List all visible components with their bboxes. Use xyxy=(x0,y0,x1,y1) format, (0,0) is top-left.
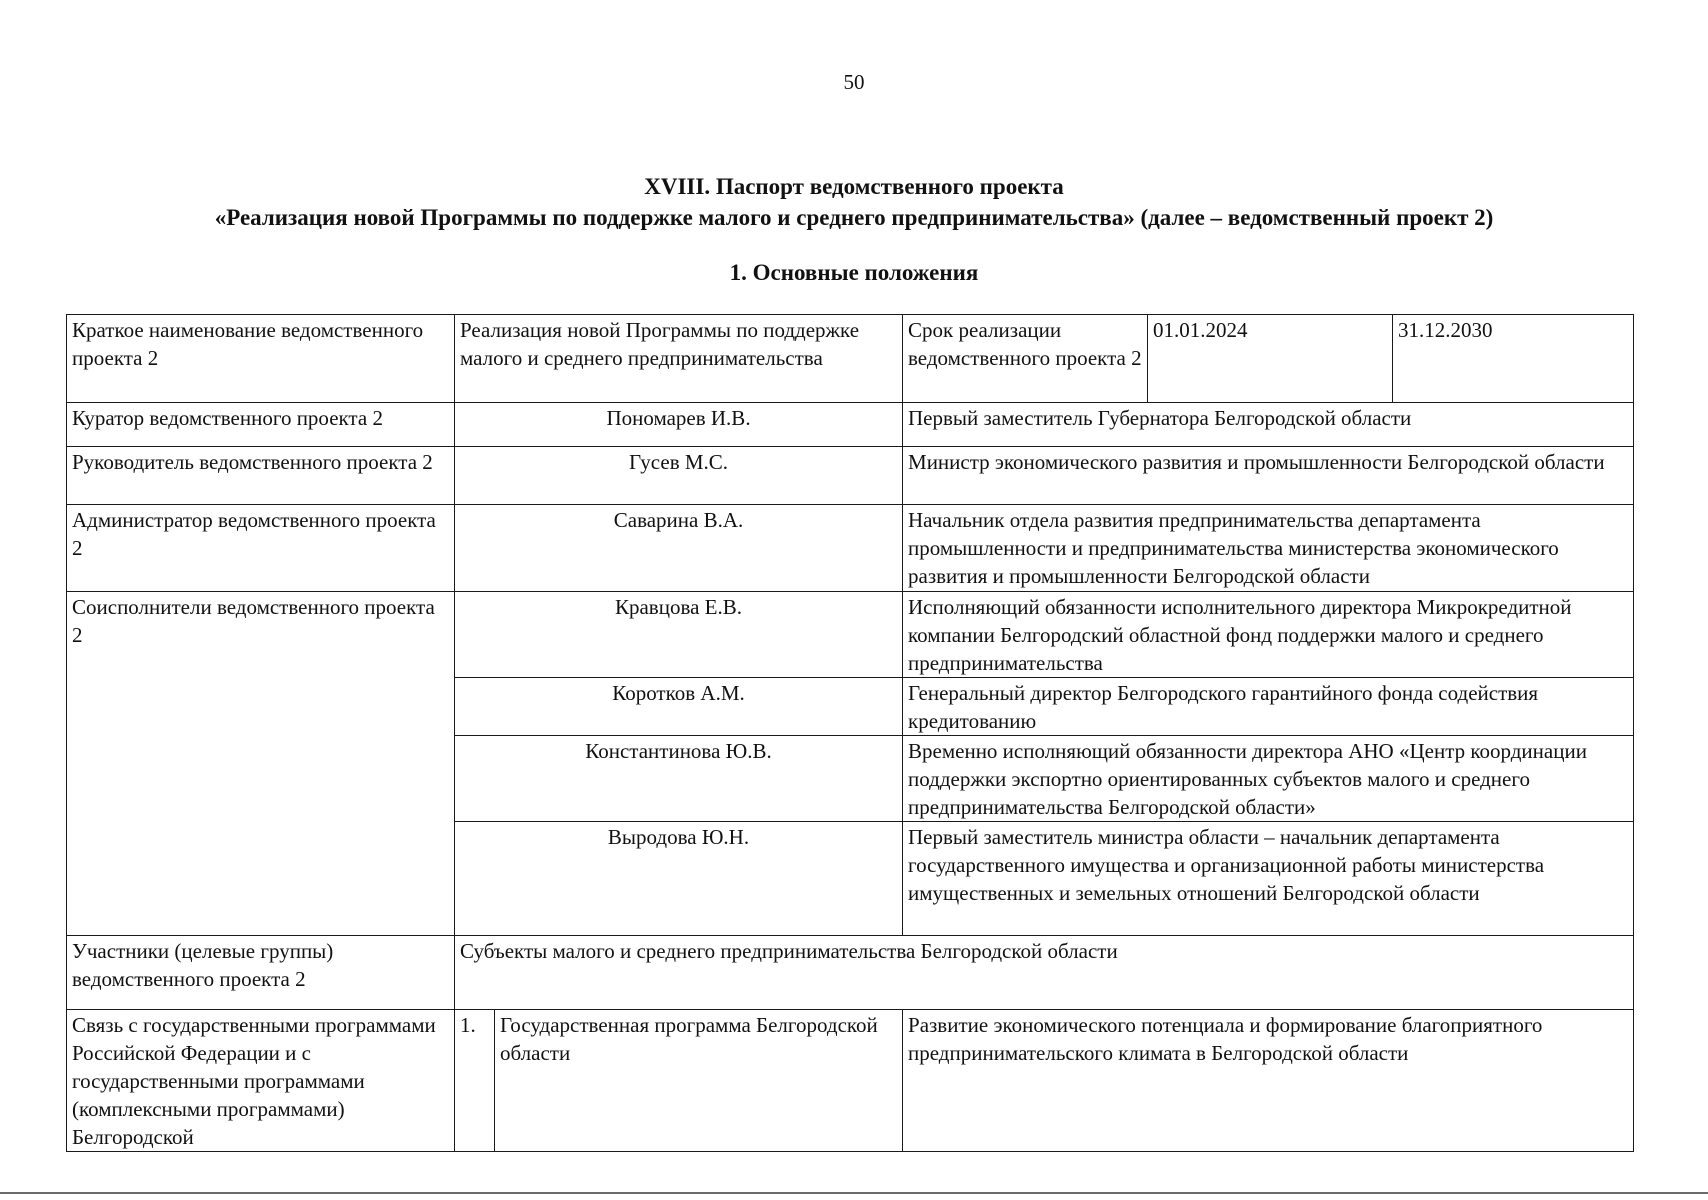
head-name: Гусев М.С. xyxy=(455,447,903,505)
table-row xyxy=(67,505,1634,592)
curator-name: Пономарев И.В. xyxy=(455,403,903,447)
term-start: 01.01.2024 xyxy=(1148,315,1393,403)
table-row xyxy=(67,447,1634,505)
coexecutor-name: Выродова Ю.Н. xyxy=(455,822,903,936)
curator-label: Куратор ведомственного проекта 2 xyxy=(67,403,455,447)
curator-position: Первый заместитель Губернатора Белгородской области xyxy=(903,403,1634,447)
table-row xyxy=(67,592,1634,678)
document-title: XVIII. Паспорт ведомственного проекта xyxy=(644,174,1064,199)
admin-name: Саварина В.А. xyxy=(455,505,903,592)
term-end: 31.12.2030 xyxy=(1393,315,1634,403)
table-row xyxy=(67,315,1634,403)
short-name-value: Реализация новой Программы по поддержке малого и среднего предпринимательства xyxy=(455,315,903,403)
document-subtitle: «Реализация новой Программы по поддержке малого и среднего предпринимательства» (далее – ведомственный проект 2) xyxy=(214,205,1494,230)
coexecutors-label: Соисполнители ведомственного проекта 2 xyxy=(67,592,455,936)
links-label: Связь с государственными программами Российской Федерации и с государственными программами (комплексными программами) Белгородской xyxy=(67,1010,455,1152)
links-number: 1. xyxy=(455,1010,495,1152)
head-label: Руководитель ведомственного проекта 2 xyxy=(67,447,455,505)
coexecutor-name: Константинова Ю.В. xyxy=(455,736,903,822)
coexecutor-name: Коротков А.М. xyxy=(455,678,903,736)
short-name-label: Краткое наименование ведомственного проекта 2 xyxy=(67,315,455,403)
coexecutor-name: Кравцова Е.В. xyxy=(455,592,903,678)
head-position: Министр экономического развития и промышленности Белгородской области xyxy=(903,447,1634,505)
passport-table xyxy=(66,314,1634,1152)
coexecutor-position: Исполняющий обязанности исполнительного директора Микрокредитной компании Белгородский областной фонд поддержки малого и среднего предпринимательства xyxy=(903,592,1634,678)
table-row xyxy=(67,403,1634,447)
table-row xyxy=(67,936,1634,1010)
coexecutor-position: Первый заместитель министра области – начальник департамента государственного имущества и организационной работы министерства имущественных и земельных отношений Белгородской области xyxy=(903,822,1634,936)
links-program: Государственная программа Белгородской области xyxy=(495,1010,903,1152)
term-label: Срок реализации ведомственного проекта 2 xyxy=(903,315,1148,403)
section-title: 1. Основные положения xyxy=(729,260,979,285)
admin-label: Администратор ведомственного проекта 2 xyxy=(67,505,455,592)
participants-value: Субъекты малого и среднего предпринимательства Белгородской области xyxy=(455,936,1634,1010)
table-row xyxy=(67,1010,1634,1152)
page-edge-line xyxy=(0,1192,1708,1194)
page-number: 50 xyxy=(843,70,865,94)
coexecutor-position: Временно исполняющий обязанности директора АНО «Центр координации поддержки экспортно ориентированных субъектов малого и среднего предпринимательства Белгородской области» xyxy=(903,736,1634,822)
participants-label: Участники (целевые группы) ведомственного проекта 2 xyxy=(67,936,455,1010)
links-program-name: Развитие экономического потенциала и формирование благоприятного предпринимательского климата в Белгородской области xyxy=(903,1010,1634,1152)
coexecutor-position: Генеральный директор Белгородского гарантийного фонда содействия кредитованию xyxy=(903,678,1634,736)
admin-position: Начальник отдела развития предпринимательства департамента промышленности и предпринимательства министерства экономического развития и промышленности Белгородской области xyxy=(903,505,1634,592)
